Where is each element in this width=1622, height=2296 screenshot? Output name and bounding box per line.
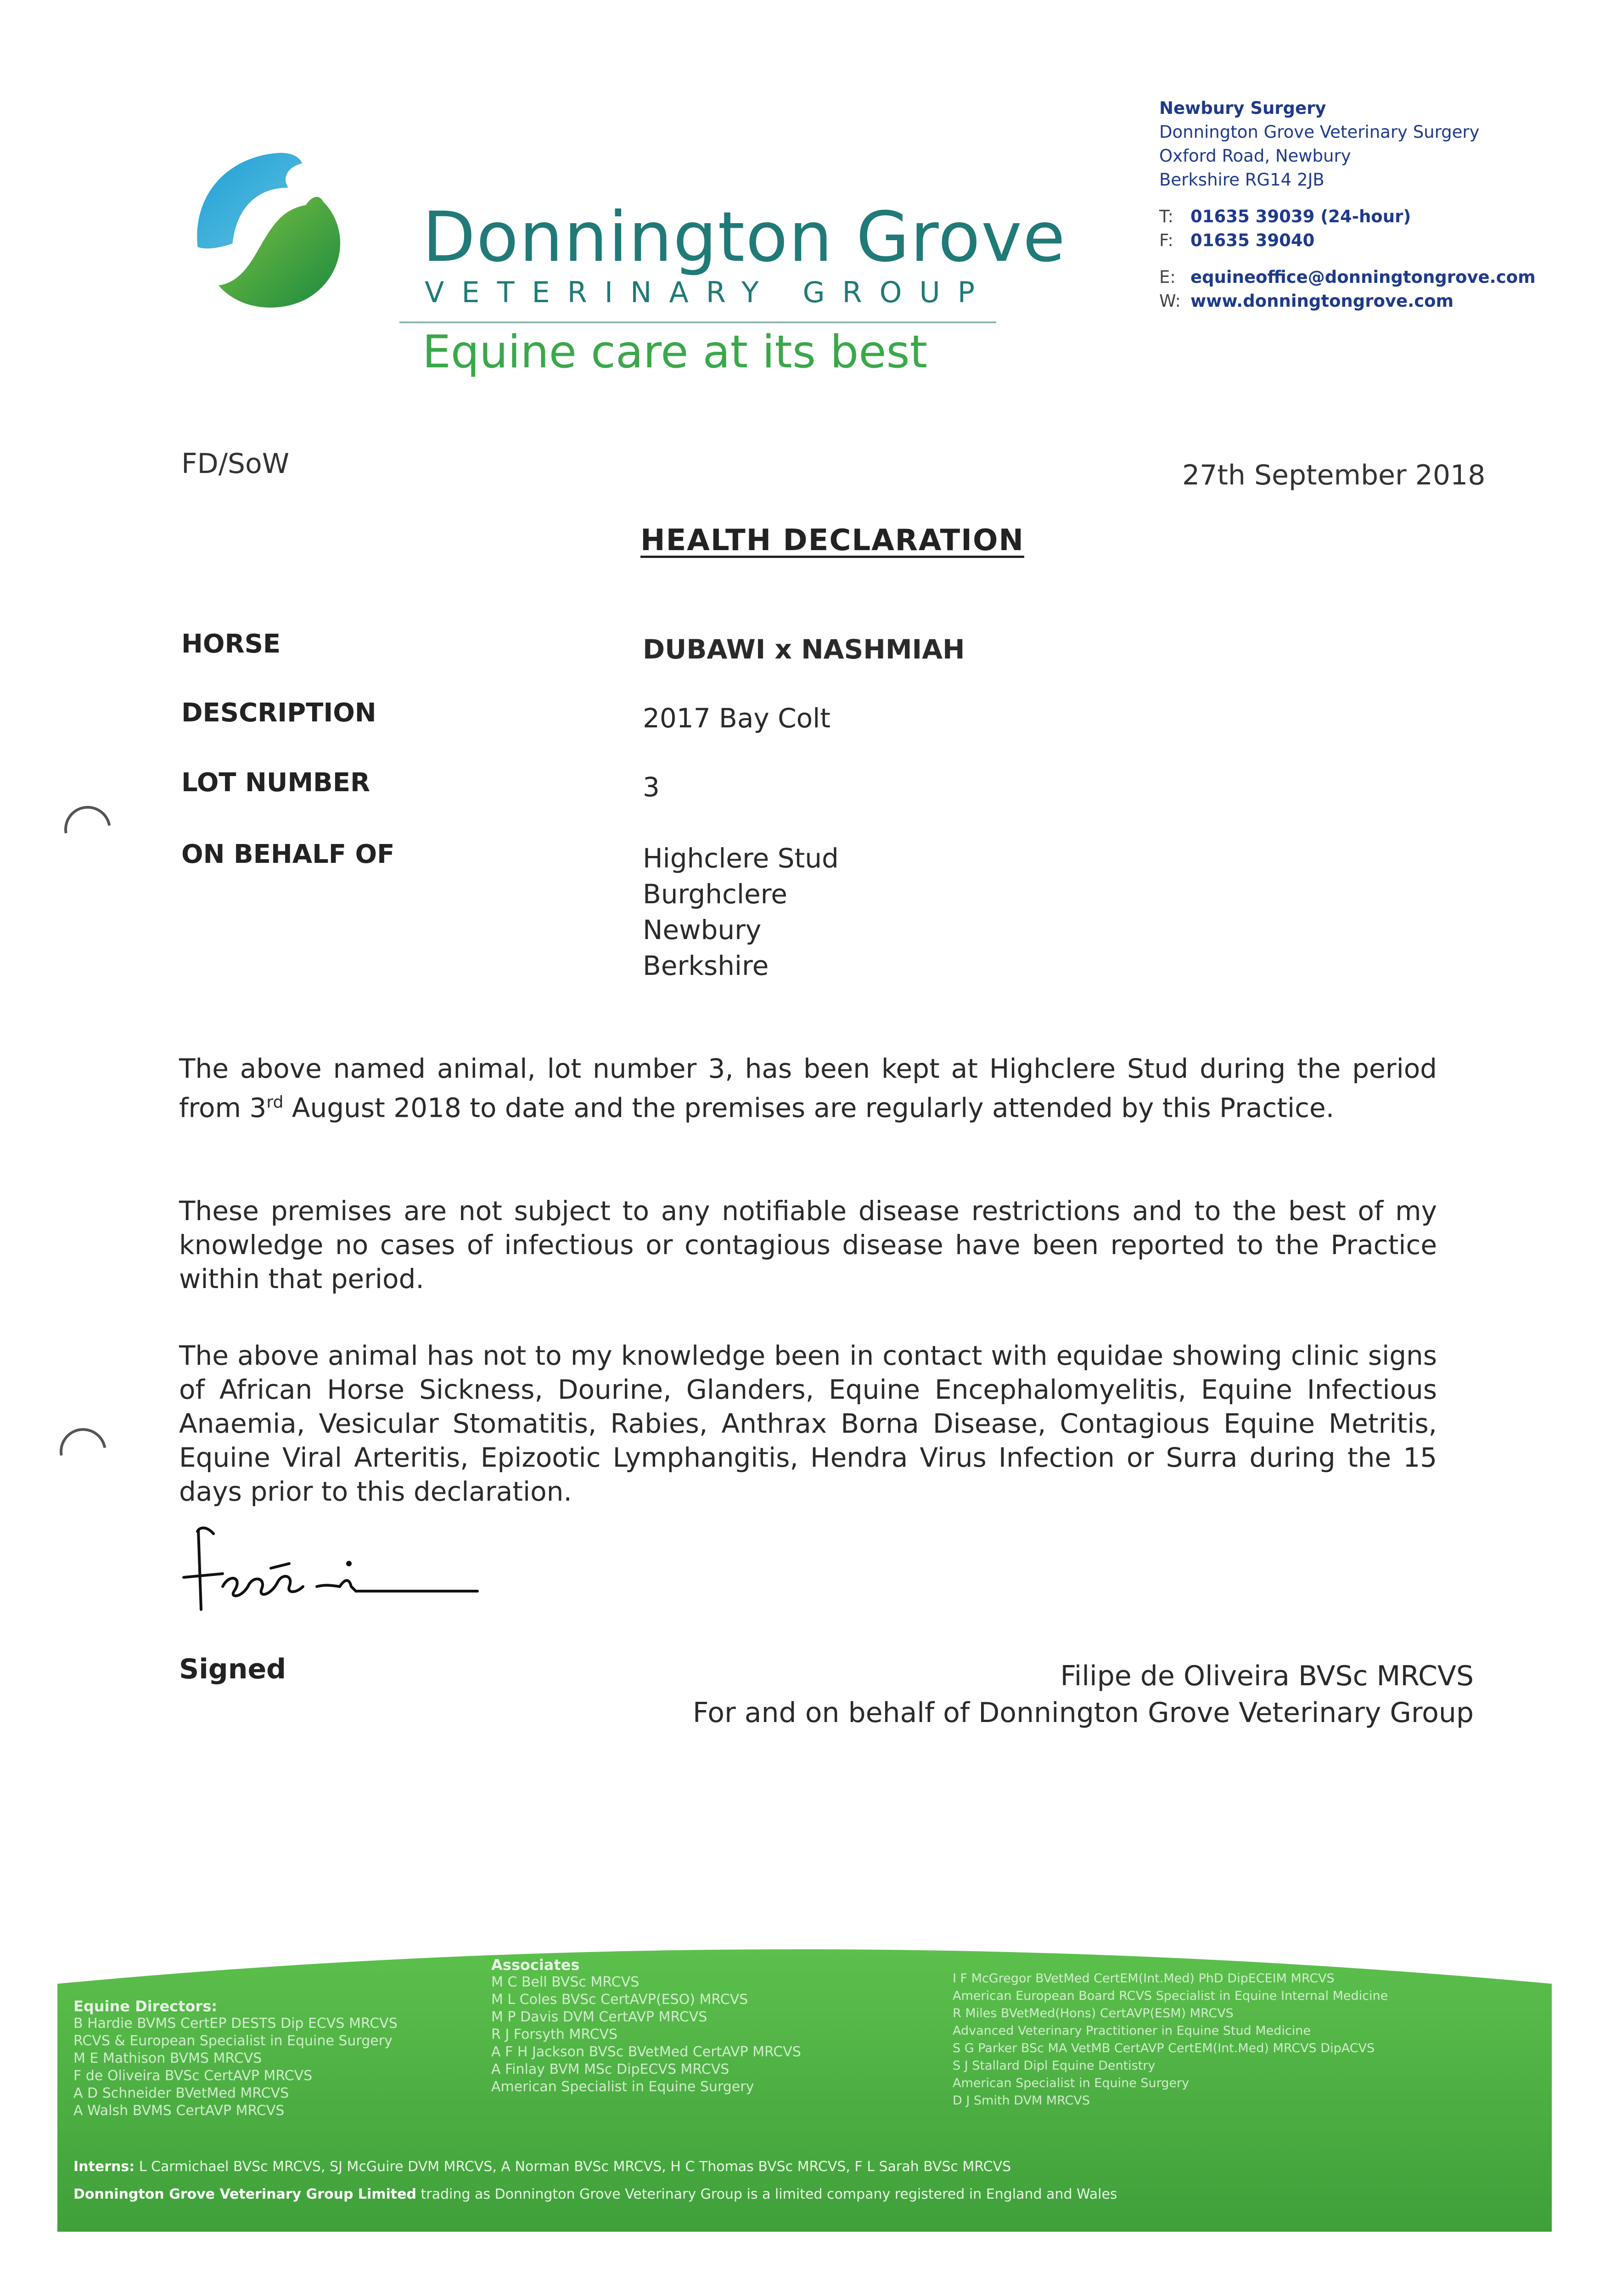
specialist-entry: American Specialist in Equine Surgery bbox=[953, 2076, 1190, 2090]
horse-label: HORSE bbox=[181, 629, 281, 659]
description-value: 2017 Bay Colt bbox=[643, 703, 831, 734]
handwritten-signature bbox=[179, 1518, 500, 1628]
associate-entry: A Finlay BVM MSc DipECVS MRCVS bbox=[491, 2061, 730, 2077]
interns-label: Interns: bbox=[73, 2159, 135, 2175]
associate-entry: M L Coles BVSc CertAVP(ESO) MRCVS bbox=[491, 1992, 748, 2008]
associate-entry: R J Forsyth MRCVS bbox=[491, 2026, 618, 2043]
fax-number: 01635 39040 bbox=[1190, 231, 1315, 250]
footer-directors bbox=[73, 1998, 398, 2120]
reference: FD/SoW bbox=[181, 448, 290, 480]
surgery-name: Newbury Surgery bbox=[1159, 98, 1326, 118]
telephone-number: 01635 39039 (24-hour) bbox=[1190, 207, 1411, 226]
specialist-entry: S G Parker BSc MA VetMB CertAVP CertEM(Int.Med) MRCVS DipACVS bbox=[953, 2041, 1375, 2055]
telephone bbox=[1159, 205, 1572, 229]
signatory-name: Filipe de Oliveira BVSc MRCVS bbox=[1060, 1660, 1474, 1692]
letter-date: 27th September 2018 bbox=[1182, 459, 1486, 491]
email bbox=[1159, 265, 1572, 289]
ordinal-suffix: rd bbox=[266, 1093, 284, 1112]
horse-value: DUBAWI x NASHMIAH bbox=[643, 634, 965, 665]
brand-name: Donnington Grove bbox=[422, 197, 1066, 277]
on-behalf-of-label: ON BEHALF OF bbox=[181, 839, 395, 869]
punch-hole bbox=[55, 797, 120, 862]
signed-label: Signed bbox=[179, 1653, 286, 1685]
footer-company bbox=[73, 2186, 1117, 2203]
punch-hole bbox=[51, 1419, 116, 1484]
lot-number-label: LOT NUMBER bbox=[181, 768, 370, 798]
specialist-entry: D J Smith DVM MRCVS bbox=[953, 2093, 1090, 2108]
document-heading: HEALTH DECLARATION bbox=[640, 523, 1024, 557]
fax-label: F: bbox=[1159, 231, 1173, 250]
address-line: Berkshire bbox=[643, 950, 769, 981]
website bbox=[1159, 289, 1572, 313]
paragraph-text: August 2018 to date and the premises are regularly attended by this Practice. bbox=[283, 1092, 1335, 1124]
specialist-entry: I F McGregor BVetMed CertEM(Int.Med) PhD DipECEIM MRCVS bbox=[953, 1971, 1335, 1986]
address-line: Highclere Stud bbox=[643, 843, 839, 874]
interns-list: L Carmichael BVSc MRCVS, SJ McGuire DVM MRCVS, A Norman BVSc MRCVS, H C Thomas BVSc MRCVS, F L Sarah BVSc MRCVS bbox=[139, 2159, 1011, 2175]
signatory-block bbox=[670, 1658, 1474, 1731]
director-entry: RCVS & European Specialist in Equine Surgery bbox=[73, 2033, 393, 2049]
contact-block bbox=[1159, 96, 1572, 313]
website-url: www.donningtongrove.com bbox=[1190, 291, 1454, 311]
description-label: DESCRIPTION bbox=[181, 698, 376, 728]
email-address: equineoffice@donningtongrove.com bbox=[1190, 267, 1536, 287]
director-entry: M E Mathison BVMS MRCVS bbox=[73, 2050, 262, 2066]
lot-number-value: 3 bbox=[643, 771, 660, 803]
associate-entry: American Specialist in Equine Surgery bbox=[491, 2079, 754, 2095]
specialist-entry: American European Board RCVS Specialist in Equine Internal Medicine bbox=[953, 1989, 1388, 2003]
company-name: Donnington Grove Veterinary Group Limited bbox=[73, 2186, 416, 2202]
footer-specialists bbox=[953, 1970, 1388, 2110]
directors-heading: Equine Directors: bbox=[73, 1998, 218, 2015]
associates-heading: Associates bbox=[491, 1956, 580, 1974]
signatory-on-behalf: For and on behalf of Donnington Grove Veterinary Group bbox=[692, 1697, 1474, 1729]
company-logo-mark bbox=[184, 142, 358, 317]
email-label: E: bbox=[1159, 267, 1176, 287]
on-behalf-of-address bbox=[643, 840, 839, 984]
director-entry: B Hardie BVMS CertEP DESTS Dip ECVS MRCVS bbox=[73, 2015, 398, 2032]
specialist-entry: R Miles BVetMed(Hons) CertAVP(ESM) MRCVS bbox=[953, 2006, 1234, 2020]
associate-entry: A F H Jackson BVSc BVetMed CertAVP MRCVS bbox=[491, 2044, 801, 2060]
paragraph-restrictions: These premises are not subject to any notifiable disease restrictions and to the best of my knowledge no cases of infectious or contagious disease have been reported to the Practice within that period. bbox=[179, 1195, 1437, 1294]
address-line: Donnington Grove Veterinary Surgery bbox=[1159, 122, 1480, 142]
address-line: Burghclere bbox=[643, 878, 787, 910]
website-label: W: bbox=[1159, 291, 1181, 311]
brand-subtitle: VETERINARY GROUP bbox=[425, 276, 993, 309]
telephone-label: T: bbox=[1159, 207, 1174, 226]
address-line: Oxford Road, Newbury bbox=[1159, 146, 1351, 166]
company-registration: trading as Donnington Grove Veterinary Group is a limited company registered in England and Wales bbox=[421, 2186, 1117, 2202]
fax bbox=[1159, 229, 1572, 253]
paragraph-diseases: The above animal has not to my knowledge been in contact with equidae showing clinic signs of African Horse Sickness, Dourine, Glanders, Equine Encephalomyelitis, Equine Infectious Anaemia, Vesicular Stomatitis, Rabies, Anthrax Borna Disease, Contagious Equine Metritis, Equine Viral Arteritis, Epizootic Lymphangitis, Hendra Virus Infection or Surra during the 15 days prior to this declaration. bbox=[179, 1340, 1437, 1507]
footer-text bbox=[73, 1956, 1533, 2223]
director-entry: A Walsh BVMS CertAVP MRCVS bbox=[73, 2103, 285, 2119]
address-line: Newbury bbox=[643, 914, 762, 945]
address-line: Berkshire RG14 2JB bbox=[1159, 170, 1325, 190]
footer-interns bbox=[73, 2158, 1011, 2176]
specialist-entry: S J Stallard Dipl Equine Dentistry bbox=[953, 2059, 1156, 2073]
paragraph-text: The above named animal, lot number 3, has been kept at Highclere Stud during the period from 3 bbox=[179, 1053, 1437, 1124]
footer-associates bbox=[491, 1956, 801, 2096]
associate-entry: M C Bell BVSc MRCVS bbox=[491, 1974, 640, 1990]
specialist-entry: Advanced Veterinary Practitioner in Equine Stud Medicine bbox=[953, 2024, 1311, 2038]
brand-divider bbox=[399, 321, 996, 323]
associate-entry: M P Davis DVM CertAVP MRCVS bbox=[491, 2009, 707, 2025]
paragraph-premises bbox=[179, 1052, 1437, 1125]
director-entry: F de Oliveira BVSc CertAVP MRCVS bbox=[73, 2068, 313, 2084]
brand-tagline: Equine care at its best bbox=[422, 326, 928, 378]
director-entry: A D Schneider BVetMed MRCVS bbox=[73, 2085, 289, 2101]
